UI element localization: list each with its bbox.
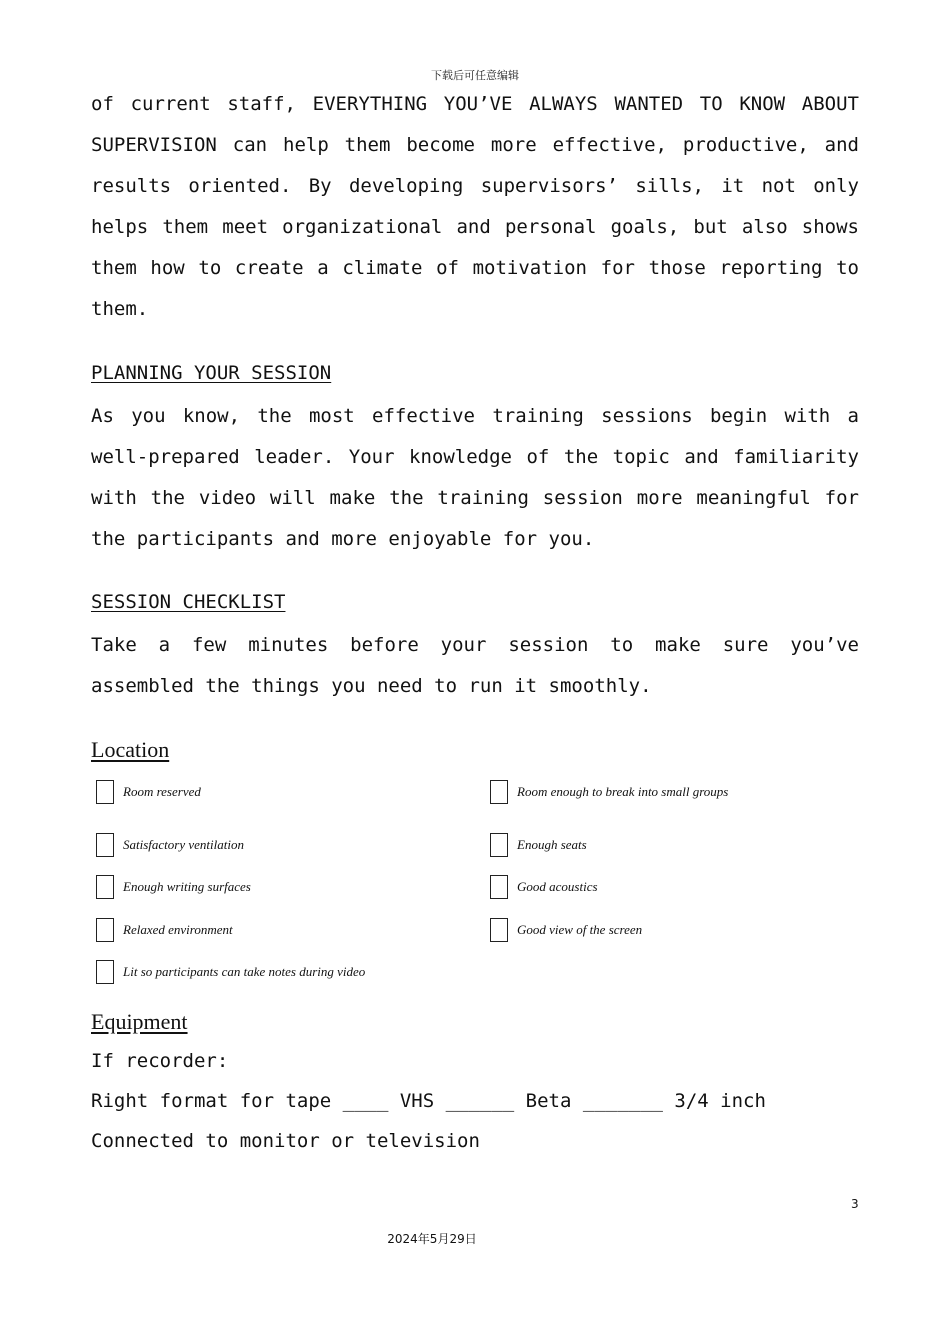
planning-line: the participants and more enjoyable for you. bbox=[91, 528, 595, 550]
header-note: 下载后可任意编辑 bbox=[431, 69, 519, 82]
intro-line: helps them meet organizational and personal goals, but also shows bbox=[91, 216, 859, 238]
planning-paragraph bbox=[91, 396, 859, 560]
checklist-item-room-reserved[interactable] bbox=[96, 780, 201, 804]
checkbox[interactable] bbox=[490, 918, 508, 942]
checklist-item-ventilation[interactable] bbox=[96, 833, 244, 857]
location-heading: Location bbox=[91, 737, 170, 762]
intro-line: them. bbox=[91, 298, 149, 320]
checklist-item-enough-seats[interactable] bbox=[490, 833, 587, 857]
checklist-item-relaxed-environment[interactable] bbox=[96, 918, 233, 942]
equipment-heading: Equipment bbox=[91, 1009, 188, 1034]
planning-line: with the video will make the training session more meaningful for bbox=[91, 487, 859, 509]
checklist-line: assembled the things you need to run it smoothly. bbox=[91, 675, 652, 697]
checklist-item-label: Enough writing surfaces bbox=[123, 879, 251, 894]
checklist-item-label: Lit so participants can take notes during video bbox=[123, 964, 366, 979]
checklist-item-label: Good view of the screen bbox=[517, 922, 643, 937]
footer-date: 2024年5月29日 bbox=[387, 1232, 477, 1246]
checklist-item-writing-surfaces[interactable] bbox=[96, 875, 251, 899]
checklist-item-label: Good acoustics bbox=[517, 879, 598, 894]
checkbox[interactable] bbox=[96, 960, 114, 984]
planning-line: As you know, the most effective training sessions begin with a bbox=[91, 405, 859, 427]
checklist-item-room-enough[interactable] bbox=[490, 780, 728, 804]
checkbox[interactable] bbox=[96, 918, 114, 942]
checklist-line: Take a few minutes before your session to make sure you’ve bbox=[91, 634, 859, 656]
equipment-line: Right format for tape ____ VHS ______ Beta _______ 3/4 inch bbox=[91, 1090, 766, 1112]
intro-paragraph bbox=[91, 84, 859, 330]
intro-line: them how to create a climate of motivation for those reporting to bbox=[91, 257, 859, 279]
checkbox[interactable] bbox=[96, 833, 114, 857]
page-number: 3 bbox=[851, 1197, 859, 1211]
checklist-item-label: Room reserved bbox=[123, 784, 201, 799]
checklist-item-label: Relaxed environment bbox=[123, 922, 233, 937]
intro-line: results oriented. By developing supervisors’ sills, it not only bbox=[91, 175, 859, 197]
checklist-item-good-acoustics[interactable] bbox=[490, 875, 598, 899]
checkbox[interactable] bbox=[96, 875, 114, 899]
intro-line: SUPERVISION can help them become more effective, productive, and bbox=[91, 134, 859, 156]
checklist-item-label: Room enough to break into small groups bbox=[517, 784, 729, 799]
checkbox[interactable] bbox=[490, 780, 508, 804]
planning-heading: PLANNING YOUR SESSION bbox=[91, 362, 332, 384]
checklist-item-label: Satisfactory ventilation bbox=[123, 837, 244, 852]
checklist-item-screen-view[interactable] bbox=[490, 918, 642, 942]
checkbox[interactable] bbox=[490, 875, 508, 899]
checklist-heading: SESSION CHECKLIST bbox=[91, 591, 286, 613]
checklist-item-label: Enough seats bbox=[517, 837, 587, 852]
checkbox[interactable] bbox=[96, 780, 114, 804]
checkbox[interactable] bbox=[490, 833, 508, 857]
equipment-line: If recorder: bbox=[91, 1050, 229, 1072]
checklist-paragraph bbox=[91, 625, 859, 707]
checklist-item-lighting[interactable] bbox=[96, 960, 365, 984]
equipment-line: Connected to monitor or television bbox=[91, 1130, 480, 1152]
intro-line: of current staff, EVERYTHING YOU’VE ALWAYS WANTED TO KNOW ABOUT bbox=[91, 93, 859, 115]
planning-line: well-prepared leader. Your knowledge of the topic and familiarity bbox=[91, 446, 859, 468]
